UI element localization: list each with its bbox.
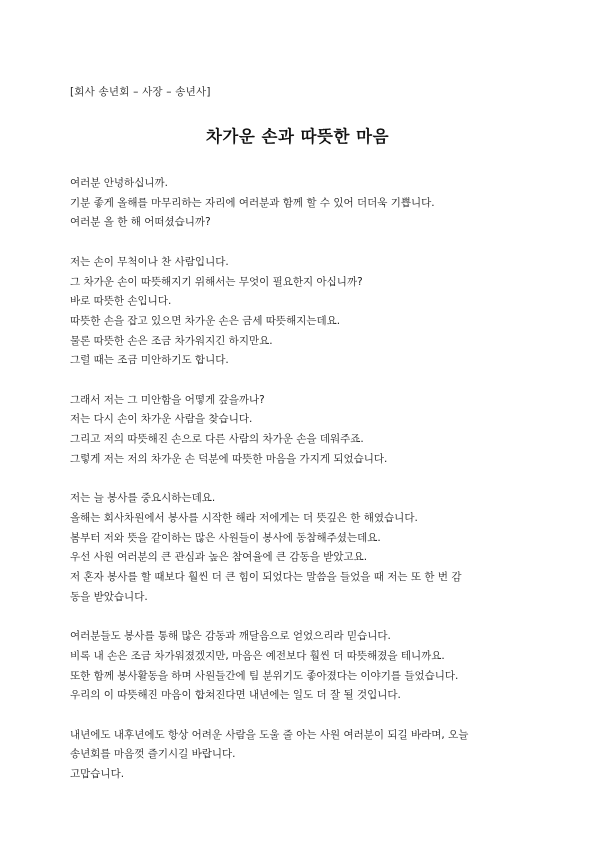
- text-line: 그럴 때는 조금 미안하기도 합니다.: [70, 354, 229, 367]
- document-category-tag: [회사 송년회 – 사장 – 송년사]: [70, 86, 211, 98]
- text-line: 고맙습니다.: [70, 768, 125, 781]
- text-line: 저 혼자 봉사를 할 때보다 훨씬 더 큰 힘이 되었다는 말씀을 들었을 때 저는 또 한 번 감: [70, 571, 462, 584]
- text-line: 봄부터 저와 뜻을 같이하는 많은 사원들이 봉사에 동참해주셨는데요.: [70, 531, 381, 544]
- text-line: 저는 손이 무척이나 찬 사람입니다.: [70, 255, 229, 268]
- paragraph: [70, 174, 470, 233]
- text-line: 동을 받았습니다.: [70, 590, 148, 603]
- text-line: 저는 늘 봉사를 중요시하는데요.: [70, 492, 216, 505]
- text-line: 그 차가운 손이 따뜻해지기 위해서는 무엇이 필요한지 아십니까?: [70, 275, 363, 288]
- paragraph: [70, 489, 470, 607]
- text-line: 물론 따뜻한 손은 조금 차가워지긴 하지만요.: [70, 334, 273, 347]
- text-line: 그렇게 저는 저의 차가운 손 덕분에 따뜻한 마음을 가지게 되었습니다.: [70, 452, 388, 465]
- text-line: 여러분 안녕하십니까.: [70, 177, 168, 189]
- speech-body: [70, 174, 470, 785]
- text-line: 내년에도 내후년에도 항상 어려운 사람을 도울 줄 아는 사원 여러분이 되길 바라며, 오늘: [70, 728, 469, 741]
- document-title: 차가운 손과 따뜻한 마음: [205, 127, 390, 146]
- paragraph: [70, 253, 470, 371]
- text-line: 여러분 올 한 해 어떠셨습니까?: [70, 216, 211, 229]
- paragraph: [70, 627, 470, 706]
- text-line: 바로 따뜻한 손입니다.: [70, 295, 172, 308]
- text-line: 또한 함께 봉사활동을 하며 사원들간에 팀 분위기도 좋아졌다는 이야기를 들었습니다.: [70, 669, 459, 682]
- text-line: 그래서 저는 그 미안함을 어떻게 갚을까나?: [70, 393, 265, 406]
- text-line: 올해는 회사차원에서 봉사를 시작한 해라 저에게는 더 뜻깊은 한 해였습니다.: [70, 511, 418, 524]
- text-line: 기분 좋게 올해를 마무리하는 자리에 여러분과 함께 할 수 있어 더더욱 기쁩니다.: [70, 196, 435, 209]
- text-line: 저는 다시 손이 차가운 사람을 찾습니다.: [70, 413, 253, 426]
- text-line: 송년회를 마음껏 즐기시길 바랍니다.: [70, 748, 236, 761]
- paragraph: [70, 391, 470, 470]
- text-line: 우리의 이 따뜻해진 마음이 합쳐진다면 내년에는 일도 더 잘 될 것입니다.: [70, 689, 401, 702]
- text-line: 여러분들도 봉사를 통해 많은 감동과 깨달음으로 얻었으리라 믿습니다.: [70, 630, 391, 643]
- text-line: 비록 내 손은 조금 차가워졌겠지만, 마음은 예전보다 훨씬 더 따뜻해졌을 테니까요.: [70, 649, 445, 662]
- paragraph: [70, 726, 470, 785]
- text-line: 따뜻한 손을 잡고 있으면 차가운 손은 금세 따뜻해지는데요.: [70, 314, 341, 327]
- text-line: 우선 사원 여러분의 큰 관심과 높은 참여율에 큰 감동을 받았고요.: [70, 551, 368, 564]
- text-line: 그리고 저의 따뜻해진 손으로 다른 사람의 차가운 손을 데워주죠.: [70, 433, 364, 446]
